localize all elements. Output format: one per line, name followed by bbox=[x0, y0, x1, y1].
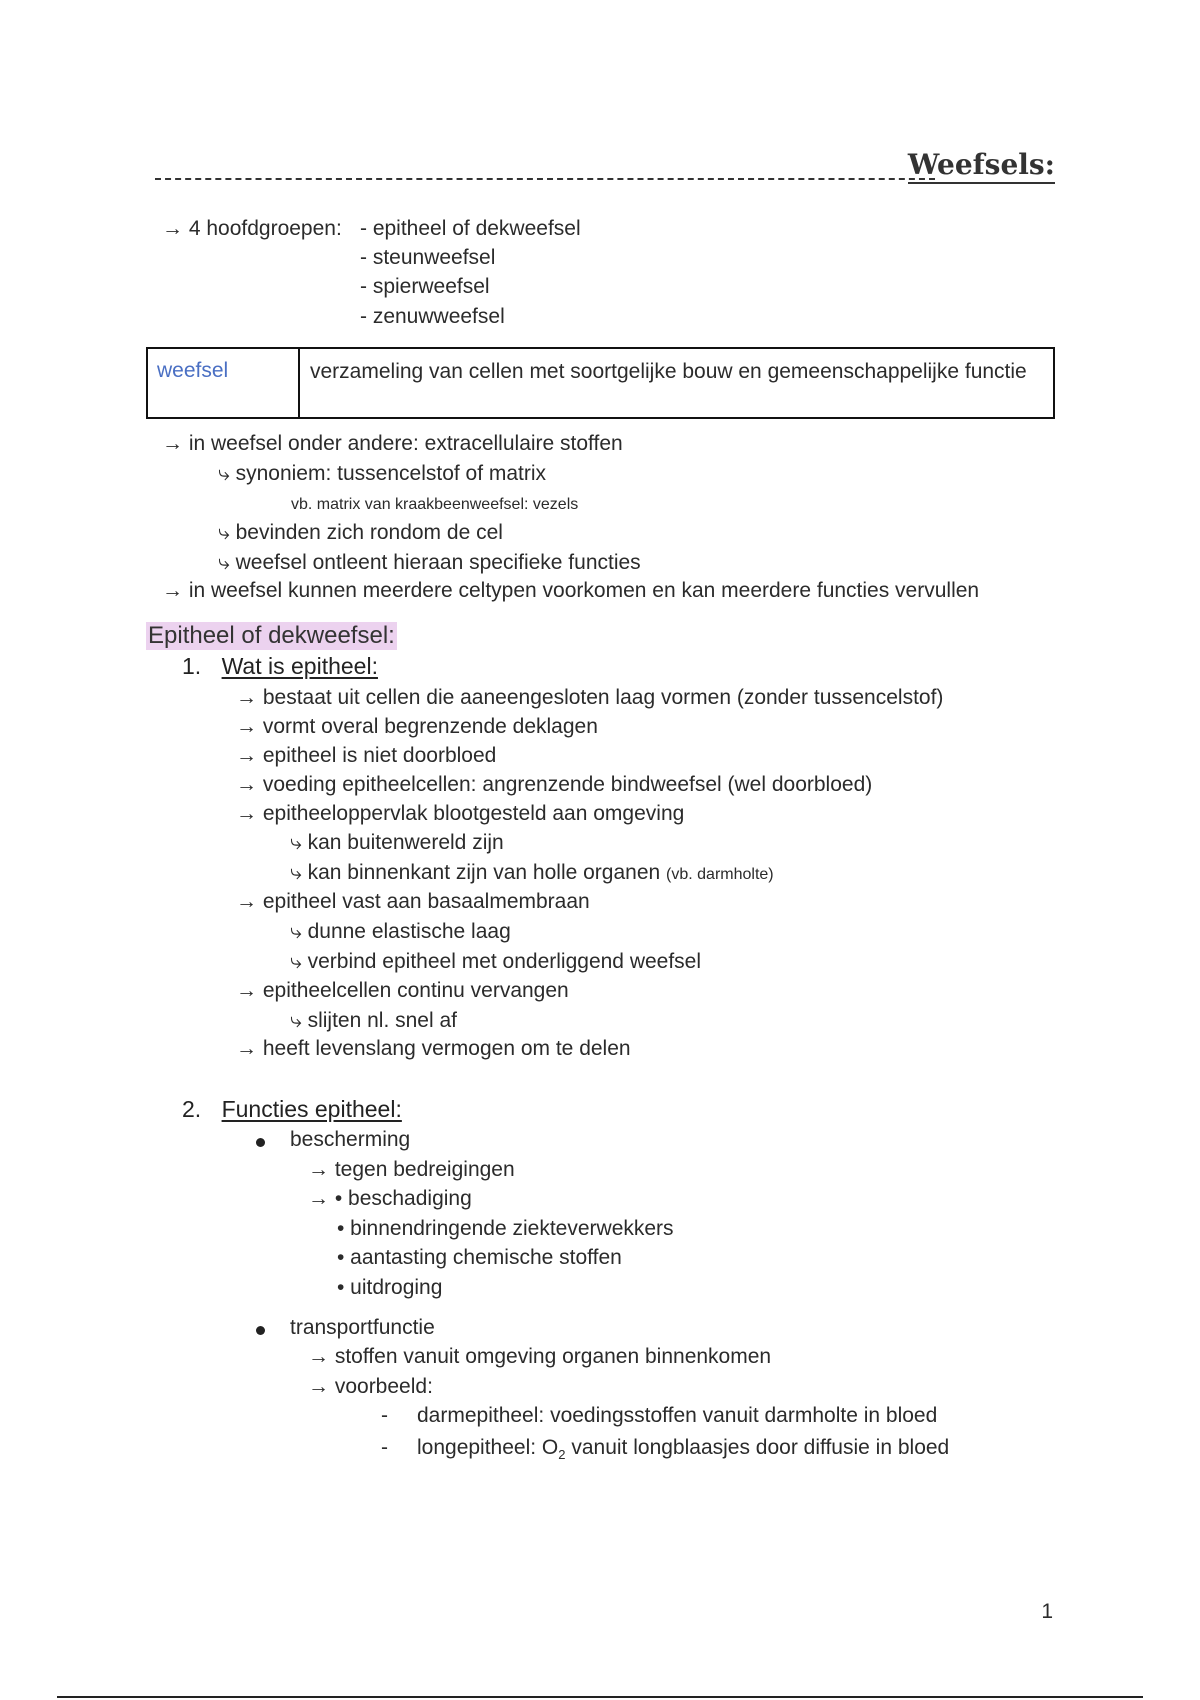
title-rule bbox=[155, 178, 935, 180]
hoofdgroep-item: - spierweefsel bbox=[360, 275, 490, 298]
definition-term: weefsel bbox=[148, 349, 300, 417]
note-line: ⤷ synoniem: tussencelstof of matrix bbox=[218, 462, 547, 485]
part1-number: 1. bbox=[182, 653, 202, 679]
example-subscript: 2 bbox=[558, 1447, 566, 1463]
example-text-before: longepitheel: O bbox=[417, 1436, 559, 1459]
epitheel-subline bbox=[290, 861, 774, 885]
part1-heading bbox=[182, 653, 378, 680]
hoofdgroep-item: - steunweefsel bbox=[360, 246, 496, 269]
example-text: darmepitheel: voedingsstoffen vanuit darmholte in bloed bbox=[417, 1404, 938, 1427]
epitheel-line: → voeding epitheelcellen: angrenzende bindweefsel (wel doorbloed) bbox=[236, 773, 873, 796]
epitheel-line: → heeft levenslang vermogen om te delen bbox=[236, 1037, 631, 1060]
epitheel-line: → epitheel vast aan basaalmembraan bbox=[236, 890, 590, 913]
example-text-after: vanuit longblaasjes door diffusie in bloed bbox=[565, 1436, 950, 1459]
transport-line: → voorbeeld: bbox=[308, 1375, 433, 1398]
page-number: 1 bbox=[1041, 1600, 1053, 1623]
part1-title: Wat is epitheel: bbox=[221, 653, 378, 679]
bescherming-line: • aantasting chemische stoffen bbox=[337, 1246, 622, 1269]
function-label: transportfunctie bbox=[290, 1316, 435, 1339]
bullet-dot bbox=[256, 1138, 265, 1147]
epitheel-subline-text: ⤷ kan binnenkant zijn van holle organen bbox=[290, 861, 661, 884]
epitheel-line: → epitheeloppervlak blootgesteld aan omgeving bbox=[236, 802, 685, 825]
epitheel-subline-example: (vb. darmholte) bbox=[666, 866, 774, 883]
epitheel-subline: ⤷ kan buitenwereld zijn bbox=[290, 831, 504, 854]
part2-heading bbox=[182, 1096, 402, 1123]
bottom-rule bbox=[57, 1696, 1143, 1698]
example-dash: - bbox=[381, 1436, 388, 1459]
function-label: bescherming bbox=[290, 1128, 411, 1151]
bescherming-line: → • beschadiging bbox=[308, 1187, 472, 1210]
epitheel-line: → epitheel is niet doorbloed bbox=[236, 744, 497, 767]
epitheel-line: → vormt overal begrenzende deklagen bbox=[236, 715, 598, 738]
bescherming-line: • binnendringende ziekteverwekkers bbox=[337, 1217, 674, 1240]
bescherming-line: • uitdroging bbox=[337, 1276, 443, 1299]
epitheel-subline: ⤷ verbind epitheel met onderliggend weefsel bbox=[290, 950, 702, 973]
note-line: → in weefsel onder andere: extracellulaire stoffen bbox=[162, 432, 623, 455]
section-heading: Epitheel of dekweefsel: bbox=[148, 622, 395, 649]
note-line: ⤷ bevinden zich rondom de cel bbox=[218, 521, 503, 544]
definition-description: verzameling van cellen met soortgelijke bouw en gemeenschappelijke functie bbox=[310, 360, 1027, 383]
bescherming-line: → tegen bedreigingen bbox=[308, 1158, 515, 1181]
transport-line: → stoffen vanuit omgeving organen binnenkomen bbox=[308, 1345, 772, 1368]
definition-table bbox=[146, 347, 1055, 419]
epitheel-line: → bestaat uit cellen die aaneengesloten laag vormen (zonder tussencelstof) bbox=[236, 686, 944, 709]
example-text bbox=[417, 1436, 949, 1462]
part2-title: Functies epitheel: bbox=[221, 1096, 402, 1122]
note-example: vb. matrix van kraakbeenweefsel: vezels bbox=[291, 496, 579, 513]
note-line: ⤷ weefsel ontleent hieraan specifieke functies bbox=[218, 551, 641, 574]
hoofdgroep-item: - epitheel of dekweefsel bbox=[360, 217, 581, 240]
bullet-dot bbox=[256, 1326, 265, 1335]
part2-number: 2. bbox=[182, 1096, 202, 1122]
hoofdgroepen-lead: → 4 hoofdgroepen: bbox=[162, 217, 342, 240]
epitheel-subline: ⤷ dunne elastische laag bbox=[290, 920, 511, 943]
note-line: → in weefsel kunnen meerdere celtypen voorkomen en kan meerdere functies vervullen bbox=[162, 579, 980, 602]
example-dash: - bbox=[381, 1404, 388, 1427]
hoofdgroep-item: - zenuwweefsel bbox=[360, 305, 505, 328]
page-title: Weefsels: bbox=[908, 148, 1055, 184]
epitheel-subline: ⤷ slijten nl. snel af bbox=[290, 1009, 458, 1032]
epitheel-line: → epitheelcellen continu vervangen bbox=[236, 979, 569, 1002]
